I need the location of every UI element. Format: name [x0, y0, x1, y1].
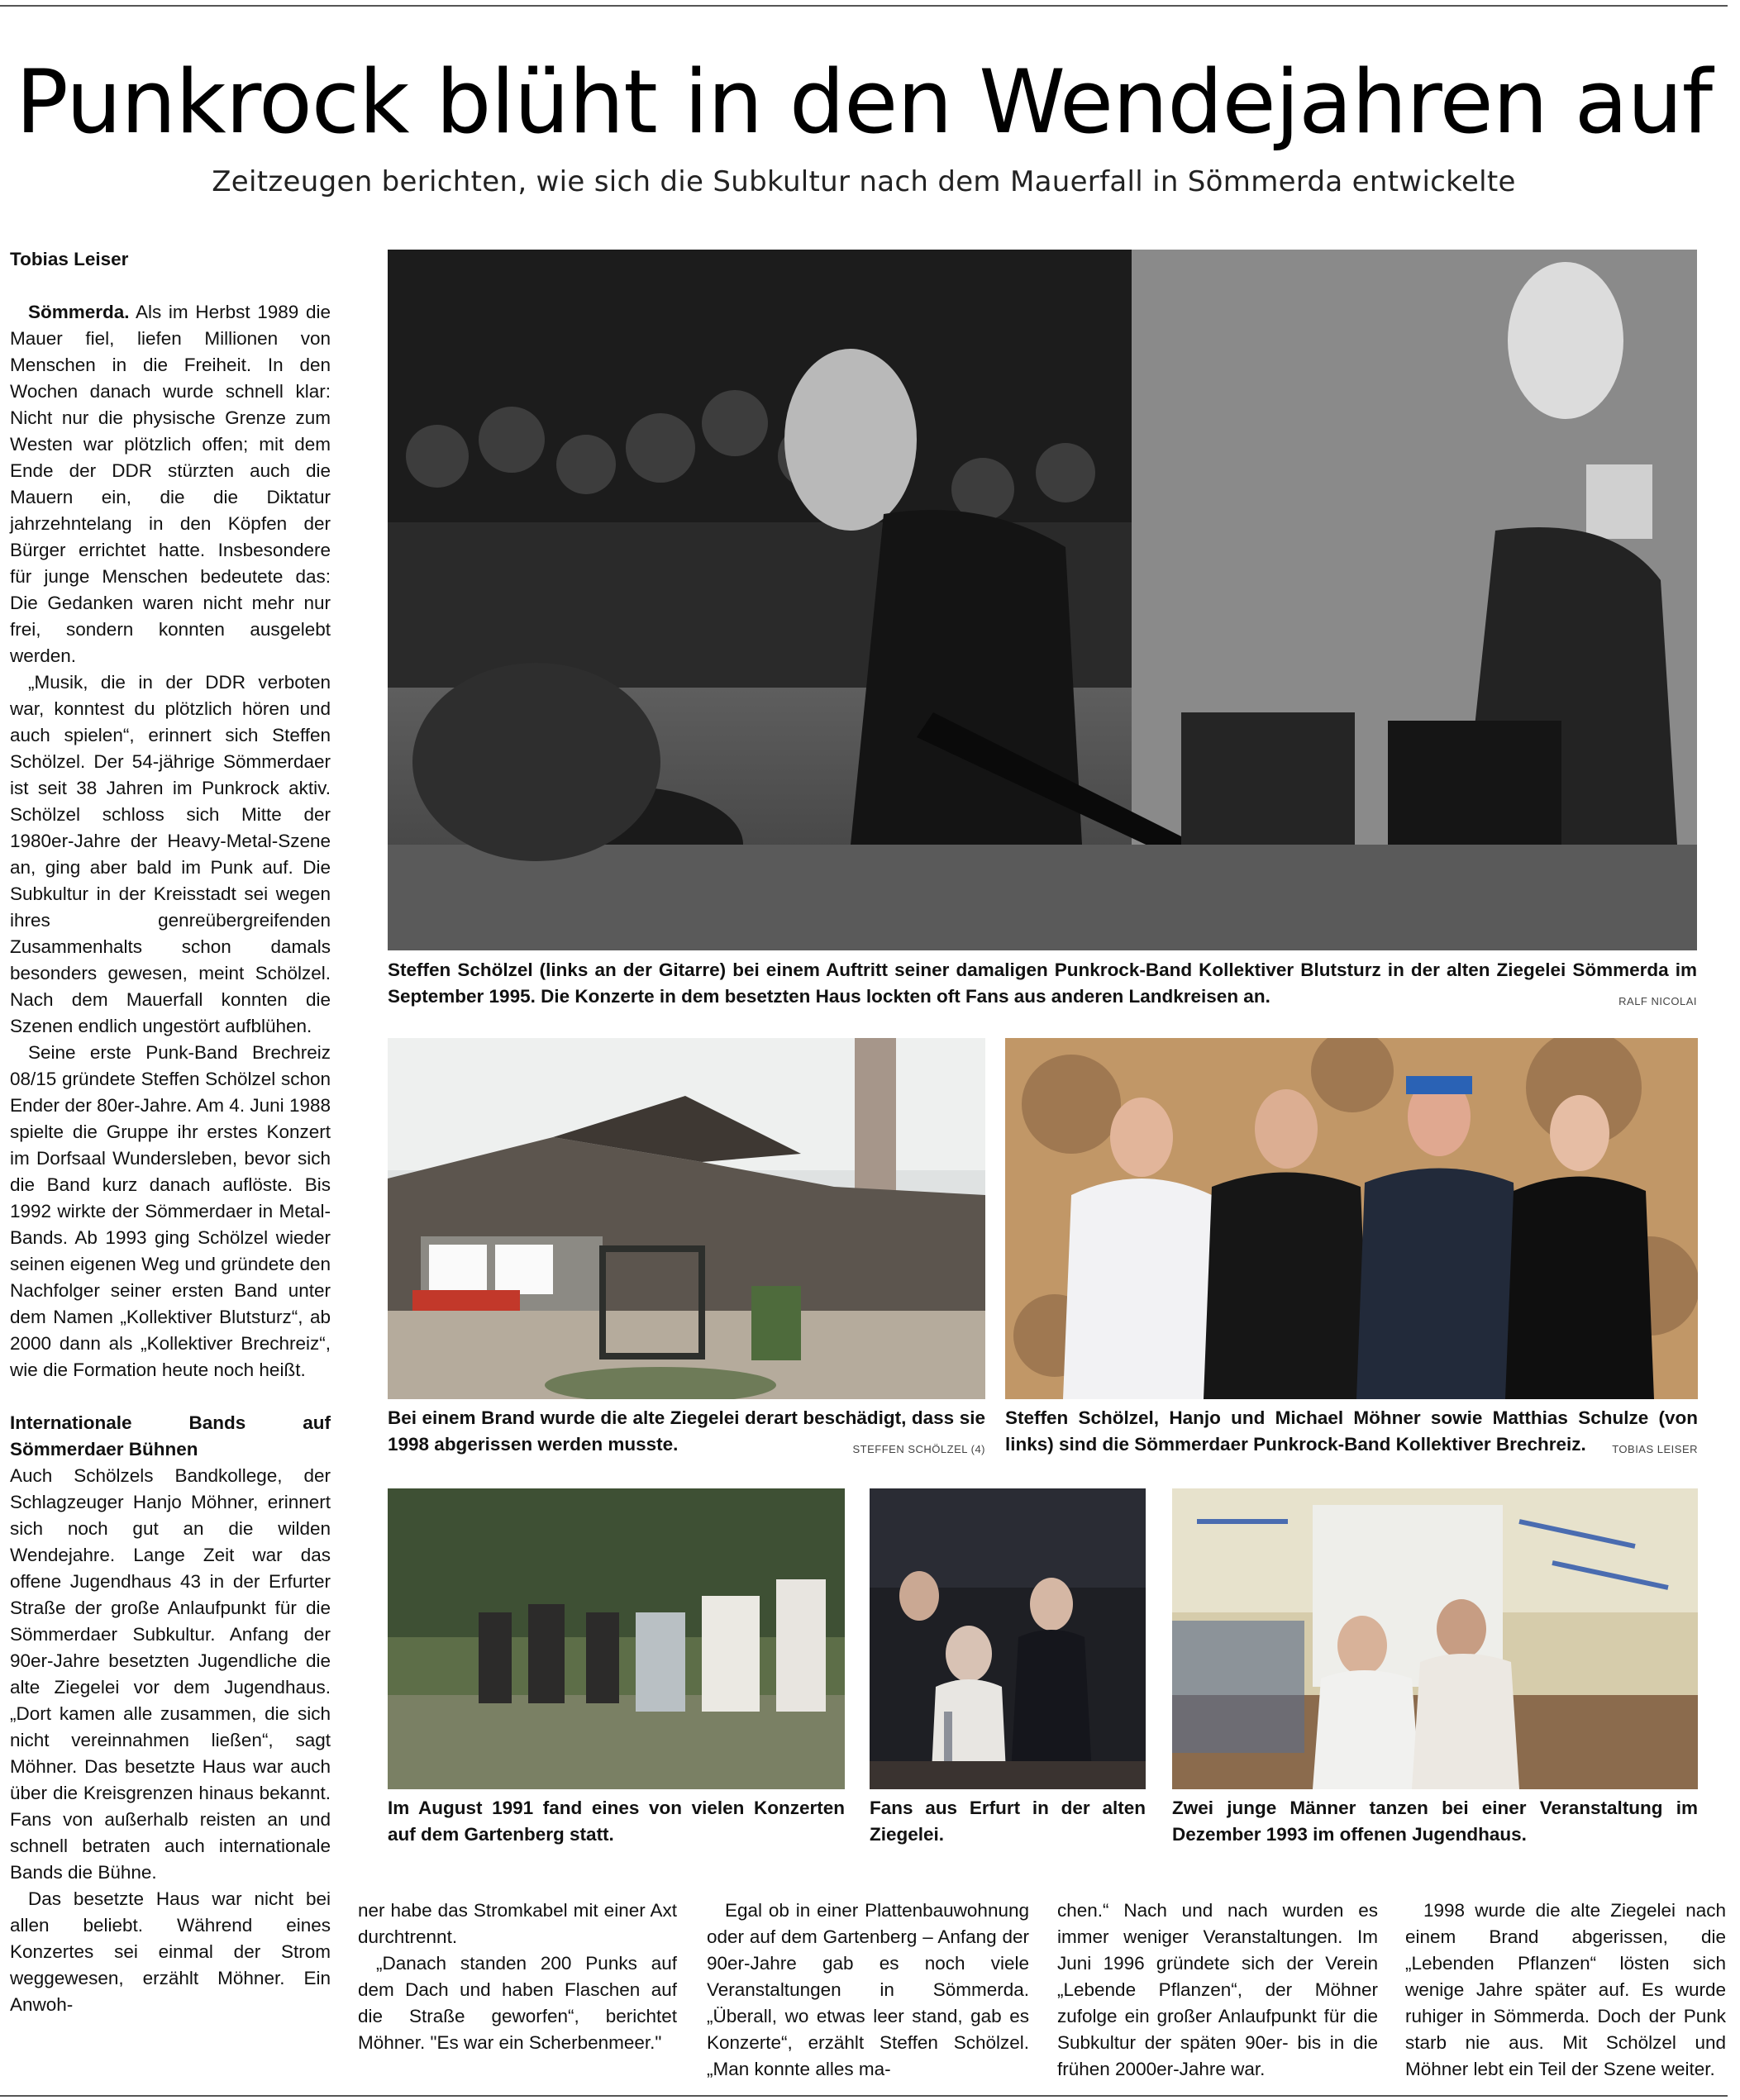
ziegelei-photo-caption: Bei einem Brand wurde die alte Ziegelei derart beschädigt, dass sie 1998 abgerissen werden musste. STEFFEN SCHÖLZEL (4) [388, 1405, 985, 1463]
band-photo [1005, 1038, 1698, 1399]
fans-photo-image [870, 1488, 1146, 1789]
concert-photo-image [388, 250, 1697, 950]
gartenberg-photo [388, 1488, 845, 1789]
paragraph-4: Auch Schölzels Bandkollege, der Schlagzeuger Hanjo Möhner, erinnert sich noch gut an die wilden Wendejahre. Lange Zeit war das offene Jugendhaus 43 in der Erfurter Straße der große Anlaufpunkt für die Sömmerdaer Subkultur. Anfang der 90er-Jahre besetzten Jugendliche die alte Ziegelei vor dem Jugendhaus. „Dort kamen alle zusammen, die sich nicht vereinnahmen ließen“, sagt Möhner. Das besetzte Haus war auch über die Kreisgrenzen hinaus bekannt. Fans von außerhalb reisten an und schnell betraten auch internationale Bands die Bühne. [10, 1465, 331, 1883]
ziegelei-photo [388, 1038, 985, 1399]
top-rule [0, 5, 1728, 7]
paragraph-5: Das besetzte Haus war nicht bei allen beliebt. Während eines Konzertes sei einmal der Strom weggewesen, erzählt Möhner. Ein Anwoh- [10, 1888, 331, 2015]
tanz-photo-image [1172, 1488, 1698, 1789]
paragraph-c3: Egal ob in einer Plattenbauwohnung oder auf dem Gartenberg – Anfang der 90er-Jahre gab es noch viele Veranstaltungen in Sömmerda. „Überall, wo etwas leer stand, gab es Konzerte“, erzählt Steffen Schölzel. „Man konnte alles ma- [707, 1900, 1029, 2079]
article-column-1 [10, 246, 331, 2018]
main-photo-caption: Steffen Schölzel (links an der Gitarre) bei einem Auftritt seiner damaligen Punkrock-Band Kollektiver Blutsturz in der alten Ziegelei Sömmerda im September 1995. Die Konzerte in dem besetzten Haus lockten oft Fans aus anderen Landkreisen an. RALF NICOLAI [388, 957, 1697, 1015]
dateline-place: Sömmerda. [28, 302, 130, 322]
fans-photo-caption: Fans aus Erfurt in der alten Ziegelei. [870, 1798, 1146, 1845]
ziegelei-photo-credit: STEFFEN SCHÖLZEL (4) [852, 1443, 985, 1455]
tanz-photo-caption: Zwei junge Männer tanzen bei einer Veranstaltung im Dezember 1993 im offenen Jugendhaus. [1172, 1798, 1698, 1845]
band-photo-image [1005, 1038, 1698, 1399]
subheadline: Zeitzeugen berichten, wie sich die Subkultur nach dem Mauerfall in Sömmerda entwickelte [212, 165, 1516, 198]
paragraph-1: Sömmerda. Als im Herbst 1989 die Mauer fiel, liefen Millionen von Menschen in die Freiheit. In den Wochen danach wurde schnell klar: Nicht nur die physische Grenze zum Westen war plötzlich offen; mit dem Ende der DDR stürzten auch die Mauern ein, die die Diktatur jahrzehntelang in den Köpfen der Bürger errichtet hatte. Insbesondere für junge Menschen bedeutete das: Die Gedanken waren nicht mehr nur frei, sondern konnten ausgelebt werden. [10, 302, 331, 666]
fans-photo [870, 1488, 1146, 1789]
main-photo-credit: RALF NICOLAI [1618, 995, 1697, 1007]
main-concert-photo [388, 250, 1697, 950]
section-subtitle: Internationale Bands auf Sömmerdaer Bühnen [10, 1412, 331, 1460]
paragraph-c5: 1998 wurde die alte Ziegelei nach einem Brand abgerissen, die „Lebenden Pflanzen“ lösten sich wenige Jahre später auf. Es wurde ruhiger in Sömmerda. Doch der Punk starb nie aus. Mit Schölzel und Möhner lebt ein Teil der Szene weiter. [1405, 1900, 1726, 2079]
headline: Punkrock blüht in den Wendejahren auf [15, 51, 1713, 153]
gartenberg-photo-image [388, 1488, 845, 1789]
paragraph-c4: chen.“ Nach und nach wurden es immer weniger Veranstaltungen. Im Juni 1996 gründete sich der Verein „Lebende Pflanzen“, der Möhner zufolge ein großer Anlaufpunkt für die Subkultur der späten 90er- bis in die frühen 2000er-Jahre war. [1057, 1900, 1378, 2079]
article-column-5 [1405, 1898, 1726, 2083]
band-photo-credit: TOBIAS LEISER [1612, 1443, 1698, 1455]
paragraph-2: „Musik, die in der DDR verboten war, konntest du plötzlich hören und auch spielen“, erinnert sich Steffen Schölzel. Der 54-jährige Sömmerdaer ist seit 38 Jahren im Punkrock aktiv. Schölzel schloss sich Mitte der 1980er-Jahre der Heavy-Metal-Szene an, ging aber bald im Punk auf. Die Subkultur in der Kreisstadt sei wegen ihres genreübergreifenden Zusammenhalts schon damals besonders gewesen, meint Schölzel. Nach dem Mauerfall konnten die Szenen endlich ungestört aufblühen. [10, 672, 331, 1036]
bottom-rule [0, 2095, 1728, 2097]
gartenberg-photo-caption: Im August 1991 fand eines von vielen Konzerten auf dem Gartenberg statt. [388, 1798, 845, 1845]
band-photo-caption: Steffen Schölzel, Hanjo und Michael Möhner sowie Matthias Schulze (von links) sind die Sömmerdaer Punkrock-Band Kollektiver Brechreiz. TOBIAS LEISER [1005, 1405, 1698, 1463]
paragraph-c2b: „Danach standen 200 Punks auf dem Dach und haben Flaschen auf die Straße geworfen“, berichtet Möhner. "Es war ein Scherbenmeer." [358, 1953, 677, 2053]
author-byline: Tobias Leiser [10, 249, 129, 269]
ziegelei-photo-image [388, 1038, 985, 1399]
article-column-4 [1057, 1898, 1378, 2083]
paragraph-3: Seine erste Punk-Band Brechreiz 08/15 gründete Steffen Schölzel schon Ender der 80er-Jahre. Am 4. Juni 1988 spielte die Gruppe ihr erstes Konzert im Dorfsaal Wundersleben, bevor sich die Band kurz danach auflöste. Bis 1992 wirkte der Sömmerdaer in Metal-Bands. Ab 1993 ging Schölzel wieder seinen eigenen Weg und gründete den Nachfolger seiner ersten Band unter dem Namen „Kollektiver Blutsturz“, ab 2000 dann als „Kollektiver Brechreiz“, wie die Formation heute noch heißt. [10, 1042, 331, 1380]
paragraph-c2a: ner habe das Stromkabel mit einer Axt durchtrennt. [358, 1900, 677, 1947]
article-column-2 [358, 1898, 677, 2056]
tanz-photo [1172, 1488, 1698, 1789]
article-column-3 [707, 1898, 1029, 2083]
